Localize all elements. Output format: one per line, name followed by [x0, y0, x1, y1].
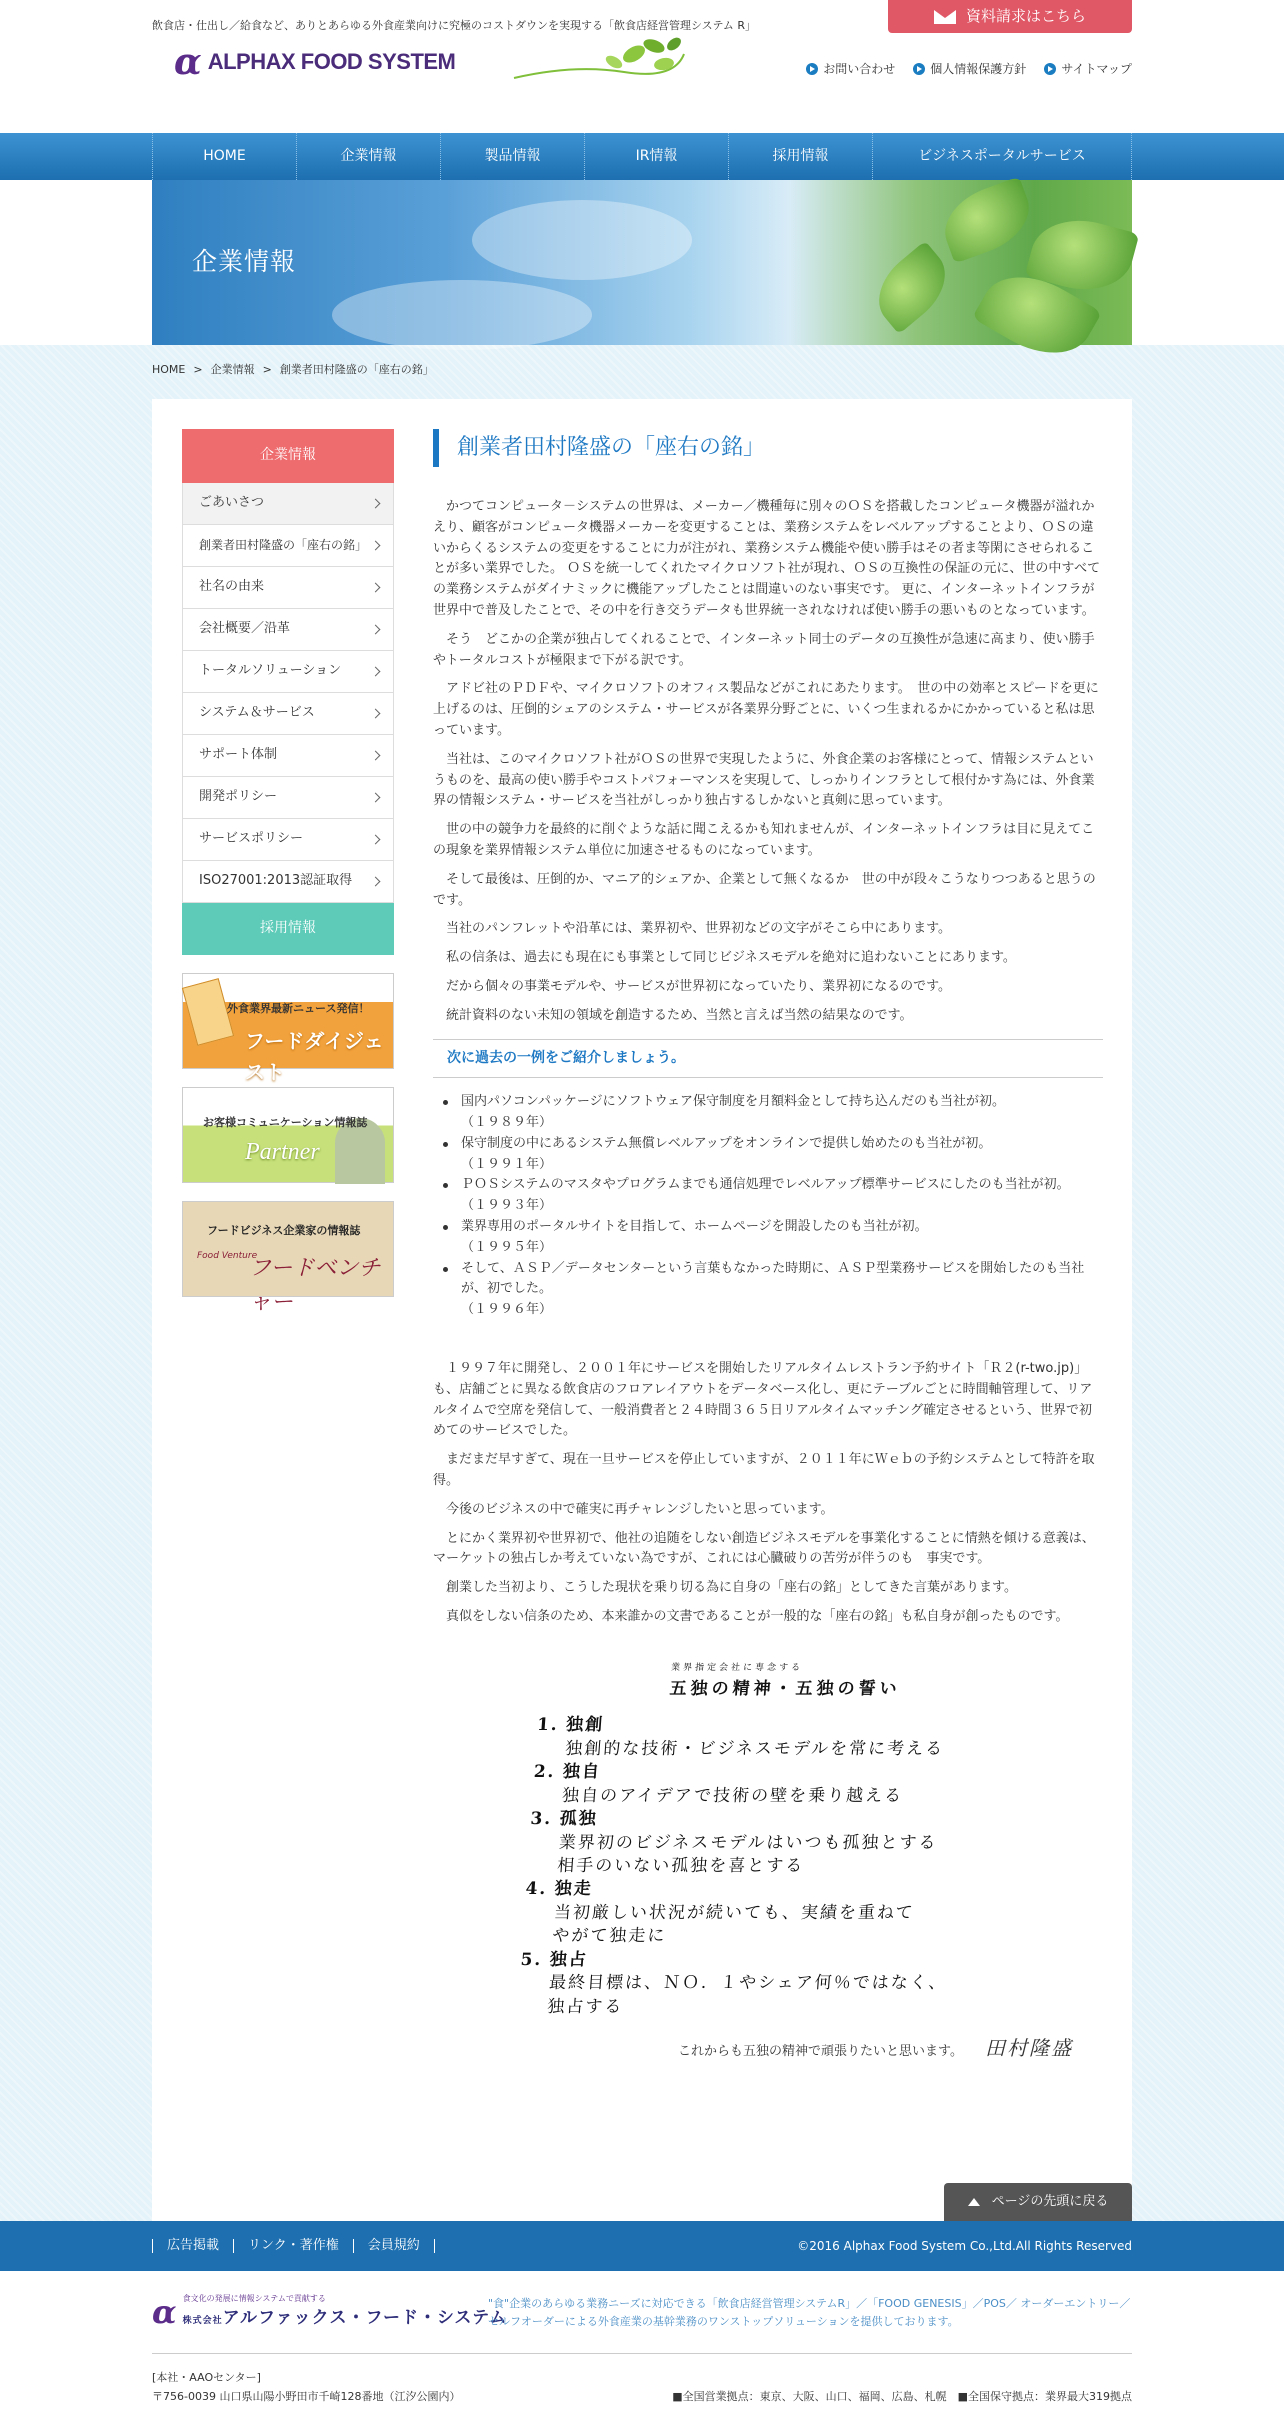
- paragraph: 創業した当初より、こうした現状を乗り切る為に自身の「座右の銘」としてきた言葉があります。: [446, 1580, 1017, 1596]
- sidebar-item-dev-policy[interactable]: 開発ポリシー: [183, 777, 393, 819]
- header-tagline: 飲食店・仕出し／給食など、ありとあらゆる外食産業向けに究極のコストダウンを実現する「飲食店経営管理システム R」: [152, 19, 757, 32]
- list-item: そして、ＡＳＰ／データセンターという言葉もなかった時期に、ＡＳＰ型業務サービスを開始したのも当社が、初でした。 （１９９６年）: [433, 1259, 1103, 1321]
- copyright: ©2016 Alphax Food System Co.,Ltd.All Rights Reserved: [797, 2238, 1132, 2253]
- arrow-up-icon: [968, 2198, 980, 2206]
- hero-banner: [152, 180, 1132, 345]
- article: [433, 429, 1103, 2064]
- global-nav: [0, 133, 1284, 180]
- paragraph: 世の中の競争力を最終的に削ぐような話に聞こえるかも知れませんが、インターネットインフラは目に見えてこの現象を業界情報システム単位に加速させるものになっています。: [433, 822, 1095, 858]
- cloud-shape: [472, 200, 692, 280]
- arrow-circle-icon: [913, 63, 925, 75]
- paragraph: 私の信条は、過去にも現在にも事業として同じビジネスモデルを絶対に追わないことにあります。: [446, 950, 1016, 966]
- request-materials-button[interactable]: [888, 0, 1132, 33]
- paragraph: そう どこかの企業が独占してくれることで、インターネット同士のデータの互換性が急速に高まり、使い勝手やトータルコストが極限まで下がる訳です。: [433, 631, 1095, 668]
- nav-recruit[interactable]: 採用情報: [729, 133, 873, 180]
- banner-food-venture-caption: フードビジネス企業家の情報誌: [207, 1224, 361, 1237]
- nav-products[interactable]: 製品情報: [441, 133, 585, 180]
- paragraph: 当社のパンフレットや沿革には、業界初や、世界初などの文字がそこら中にあります。: [446, 921, 952, 937]
- sidebar-item-iso[interactable]: ISO27001:2013認証取得: [183, 861, 393, 903]
- banner-partner[interactable]: [182, 1087, 394, 1183]
- nav-business-portal[interactable]: ビジネスポータルサービス: [873, 133, 1132, 180]
- logo-text: ALPHAX FOOD SYSTEM: [207, 48, 456, 74]
- paragraph: そして最後は、圧倒的か、マニア的シェアか、企業として無くなるか 世の中が段々こうなりつつあると思うのです。: [433, 871, 1096, 908]
- site-header: [0, 0, 1284, 133]
- motto-item: 5. 独占 最終目標は、ＮＯ．１やシェア何％ではなく、 独占する: [519, 1949, 949, 2017]
- footer-link-terms[interactable]: 会員規約: [353, 2239, 435, 2253]
- banner-food-digest-caption: 外食業界最新ニュース発信！: [227, 1002, 370, 1015]
- utility-links: [806, 60, 1132, 79]
- paragraph: 真似をしない信条のため、本来誰かの文書であることが一般的な「座右の銘」も私自身が創ったものです。: [446, 1608, 1069, 1624]
- banner-food-digest-title: フードダイジェスト: [245, 1029, 384, 1084]
- content-panel: [152, 399, 1132, 2221]
- banner-partner-title: Partner: [245, 1139, 320, 1165]
- list-item: ＰＯＳシステムのマスタやプログラムまでも通信処理でレベルアップ標準サービスにしたのも当社が初。 （１９９３年）: [433, 1175, 1103, 1217]
- sidebar-item-support[interactable]: サポート体制: [183, 735, 393, 777]
- util-link-contact[interactable]: お問い合わせ: [806, 60, 895, 79]
- logo-mark: α: [174, 41, 202, 83]
- request-materials-label: 資料請求はこちら: [965, 6, 1086, 25]
- mail-icon: [934, 10, 956, 24]
- page-top-label: ページの先頭に戻る: [991, 2193, 1109, 2209]
- sidebar-item-motto[interactable]: 創業者田村隆盛の「座右の銘」: [183, 525, 393, 567]
- banner-food-venture[interactable]: [182, 1201, 394, 1316]
- sidebar-item-system-service[interactable]: システム＆サービス: [183, 693, 393, 735]
- leaf-decoration-icon: [514, 34, 684, 94]
- main-area: [0, 345, 1284, 2221]
- paragraph: まだまだ早すぎて、現在一旦サービスを停止していますが、２０１１年にＷｅｂの予約システムとして特許を取得。: [433, 1452, 1095, 1488]
- paragraph: とにかく業界初や世界初で、他社の追随をしない創造ビジネスモデルを事業化することに情熱を傾ける意義は、マーケットの独占しか考えていない為ですが、これには心臓破りの苦労が伴うのも 事実です。: [433, 1530, 1095, 1567]
- nav-home[interactable]: HOME: [152, 133, 297, 180]
- page-top-button[interactable]: [944, 2183, 1132, 2221]
- example-list: [433, 1092, 1103, 1321]
- page-title: 創業者田村隆盛の「座右の銘」: [433, 429, 1103, 467]
- breadcrumb: HOME > 企業情報 > 創業者田村隆盛の「座右の銘」: [152, 363, 434, 376]
- footer-logo-slogan: 食文化の発展に情報システムで貢献する: [182, 2294, 326, 2303]
- footer-info: [152, 2271, 1132, 2367]
- footer-description: "食"企業のあらゆる業務ニーズに対応できる「飲食店経営管理システムR」／「FOOD GENESIS」／POS／ オーダーエントリー／セルフオーダーによる外食産業の基幹業務のワンストップソリューションを提供しております。: [488, 2297, 1131, 2328]
- sidebar-heading[interactable]: 企業情報: [182, 429, 394, 483]
- divider: [152, 2353, 1132, 2354]
- breadcrumb-home[interactable]: HOME: [152, 363, 186, 376]
- sidebar-menu: [182, 483, 394, 903]
- leaf-shape: [864, 241, 961, 335]
- list-item: 保守制度の中にあるシステム無償レベルアップをオンラインで提供し始めたのも当社が初。 （１９９１年）: [433, 1134, 1103, 1176]
- nav-ir[interactable]: IR情報: [585, 133, 729, 180]
- hero-title: 企業情報: [192, 247, 297, 276]
- banner-food-venture-sub: Food Venture: [197, 1251, 258, 1261]
- paragraph: アドビ社のＰＤＦや、マイクロソフトのオフィス製品などがこれにあたります。 世の中の効率とスピードを更に上げるのは、圧倒的シェアのシステム・サービスが各業界分野ごとに、いくつ生まれるかにかかっていると私は思っています。: [433, 681, 1099, 738]
- sidebar-recruit[interactable]: 採用情報: [182, 903, 394, 955]
- section-subheading: 次に過去の一例をご紹介しましょう。: [433, 1039, 1103, 1079]
- paragraph: だから個々の事業モデルや、サービスが世界初になっていたり、業界初になるのです。: [446, 978, 952, 994]
- bases-info: ■全国営業拠点：東京、大阪、山口、福岡、広島、札幌 ■全国保守拠点：業界最大319拠点: [672, 2390, 1132, 2403]
- paragraph: 当社は、このマイクロソフト社がＯＳの世界で実現したように、外食企業のお客様にとって、情報システムというものを、最高の使い勝手やコストパフォーマンスを実現して、しっかりインフラとして根付かす為には、外食業界の情報システム・サービスを当社がしっかり独占するしかないと真剣に思っています。: [433, 751, 1095, 809]
- paragraph: 統計資料のない未知の領域を創造するため、当然と言えば当然の結果なのです。: [446, 1007, 913, 1023]
- footer-address: [152, 2367, 1132, 2422]
- footer-link-ads[interactable]: 広告掲載: [152, 2239, 233, 2253]
- footer-link-copyright[interactable]: リンク・著作権: [233, 2239, 353, 2253]
- cloud-shape: [332, 280, 592, 350]
- article-body: [433, 497, 1103, 1628]
- motto-handwriting: [517, 1662, 1116, 2019]
- motto-title: 五独の精神・五独の誓い: [668, 1678, 902, 1699]
- leaf-shape: [934, 176, 1039, 263]
- nav-company[interactable]: 企業情報: [297, 133, 441, 180]
- sidebar: [182, 429, 394, 1316]
- office-address: 〒756-0039 山口県山陽小野田市千崎128番地（江汐公園内）: [152, 2389, 461, 2403]
- sidebar-item-service-policy[interactable]: サービスポリシー: [183, 819, 393, 861]
- office-label: [本社・AAOセンター]: [152, 2371, 261, 2384]
- motto-item: 3. 孤独 業界初のビジネスモデルはいつも孤独とする 相手のいない孤独を喜とする: [529, 1808, 939, 1876]
- footer-logo-mark: α: [152, 2293, 177, 2332]
- closing-line: [433, 2033, 1073, 2064]
- banner-food-venture-title: フードベンチャー: [249, 1256, 381, 1316]
- breadcrumb-current: 創業者田村隆盛の「座右の銘」: [279, 363, 434, 376]
- breadcrumb-company[interactable]: 企業情報: [210, 363, 255, 376]
- util-link-privacy[interactable]: 個人情報保護方針: [913, 60, 1026, 79]
- sidebar-item-greeting[interactable]: ごあいさつ: [183, 483, 393, 525]
- paragraph: 今後のビジネスの中で確実に再チャレンジしたいと思っています。: [446, 1501, 834, 1517]
- list-item: 国内パソコンパッケージにソフトウェア保守制度を月額料金として持ち込んだのも当社が初。 （１９８９年）: [433, 1092, 1103, 1134]
- arrow-circle-icon: [1044, 63, 1056, 75]
- sidebar-item-total-solution[interactable]: トータルソリューション: [183, 651, 393, 693]
- footer-logo[interactable]: [152, 2293, 507, 2332]
- site-logo[interactable]: [174, 41, 456, 83]
- sidebar-item-name-origin[interactable]: 社名の由来: [183, 567, 393, 609]
- signature: 田村隆盛: [985, 2035, 1073, 2060]
- footer-logo-prefix: 株式会社: [182, 2316, 223, 2327]
- closing-text: これからも五独の精神で頑張りたいと思います。: [678, 2043, 963, 2059]
- paragraph: かつてコンピュータ－システムの世界は、メーカー／機種毎に別々のＯＳを搭載したコンピュータ機器が溢れかえり、顧客がコンピュータ機器メーカーを変更することは、業務システムをレベルアップすることより、ＯＳの違いからくるシステムの変更をすることに力が注がれ、業務システム機能や使い勝手はその者ま等閑にさせられることが多い業界でした。 ＯＳを統一してくれたマイクロソフト社が現れ、ＯＳの互換性の保証の元に、世の中すべての業務システムがダイナミックに機能アップしたことは間違いのない事実です。 更に、インターネットインフラが世界中で普及したことで、その中を行き交うデータも世界統一されなければ使い勝手の悪いものとなっています。: [433, 499, 1101, 618]
- footer-logo-name: アルファックス・フード・システム: [222, 2308, 508, 2329]
- sidebar-item-overview[interactable]: 会社概要／沿革: [183, 609, 393, 651]
- motto-item: 1. 独創 独創的な技術・ビジネスモデルを常に考える: [536, 1715, 945, 1759]
- util-link-sitemap[interactable]: サイトマップ: [1044, 60, 1132, 79]
- banner-partner-caption: お客様コミュニケーション情報誌: [203, 1116, 368, 1129]
- motto-pretitle: 業界指定会社に専念する: [670, 1662, 804, 1673]
- paragraph: １９９７年に開発し、２００１年にサービスを開始したリアルタイムレストラン予約サイト「Ｒ２(r-two.jp)」も、店舗ごとに異なる飲食店のフロアレイアウトをデータベース化し、更にテーブルごとに時間軸管理して、リアルタイムで空席を発信して、一般消費者と２４時間３６５日リアルタイムマッチング確定させるという、世界で初めてのサービスでした。: [433, 1360, 1093, 1439]
- banner-food-digest[interactable]: [182, 973, 394, 1084]
- motto-item: 2. 独自 独自のアイデアで技術の壁を乗り越える: [533, 1761, 904, 1806]
- list-item: 業界専用のポータルサイトを目指して、ホームページを開設したのも当社が初。 （１９９５年）: [433, 1217, 1103, 1259]
- arrow-circle-icon: [806, 63, 818, 75]
- motto-item: 4. 独走 当初厳しい状況が続いても、実績を重ねて やがて独走に: [524, 1879, 916, 1947]
- footer-nav: [0, 2221, 1284, 2271]
